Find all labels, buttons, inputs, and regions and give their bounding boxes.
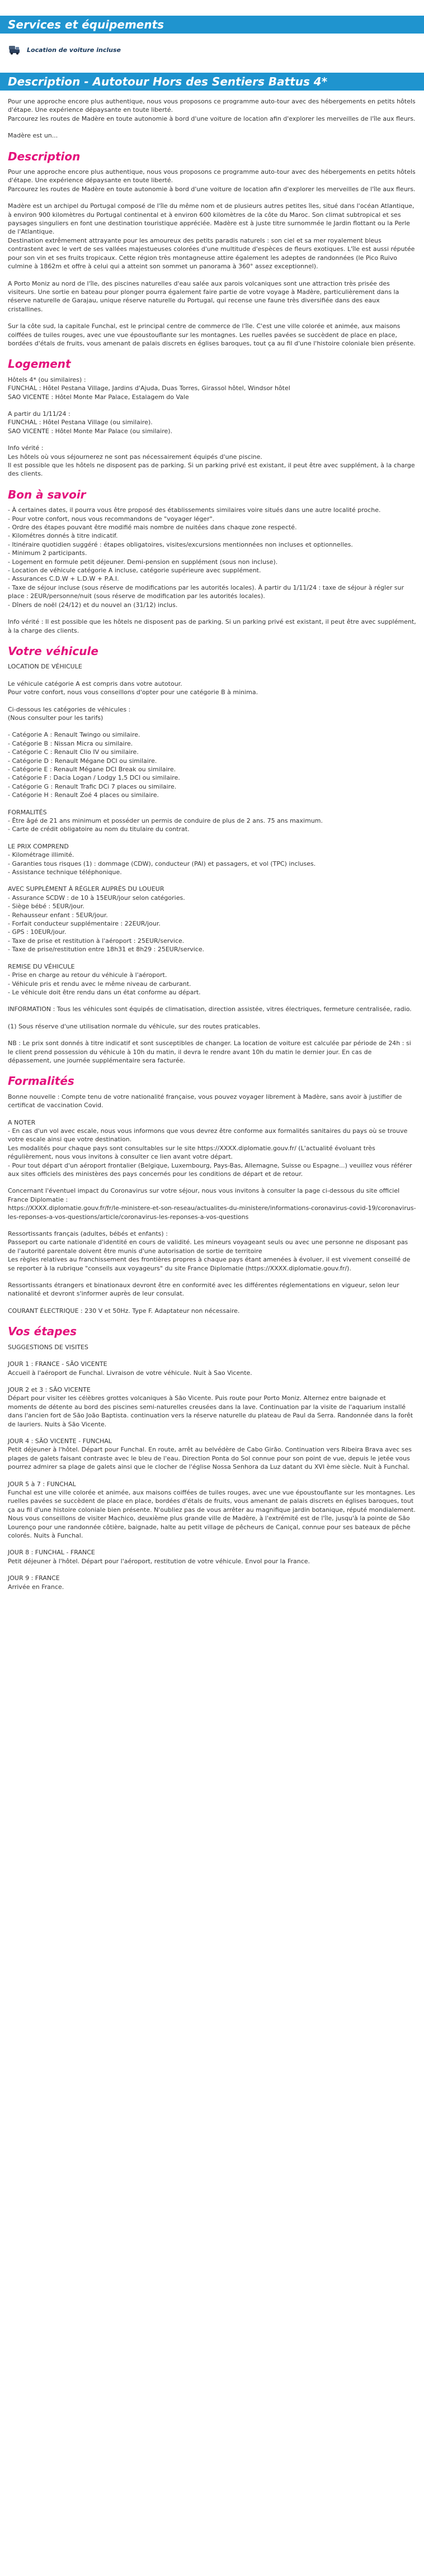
etapes-line: JOUR 9 : FRANCE: [8, 1574, 60, 1582]
vehicule-block: [8, 662, 416, 1065]
bon-savoir-line: - Dîners de noël (24/12) et du nouvel an (31/12) inclus.: [8, 601, 178, 609]
car-rental-icon: [8, 44, 21, 55]
spacer: [8, 1031, 416, 1039]
bon-savoir-line: - Assurances C.D.W + L.D.W + P.A.I.: [8, 575, 119, 583]
vehicule-line: - Prise en charge au retour du véhicule à l'aéroport.: [8, 971, 167, 979]
vehicule-line: INFORMATION : Tous les véhicules sont équipés de climatisation, direction assistée, vitres électriques, fermeture centralisée, radio.: [8, 1005, 412, 1013]
spacer: [8, 1273, 416, 1281]
etapes-line: JOUR 5 à 7 : FUNCHAL: [8, 1480, 76, 1488]
etapes-line: Funchal est une ville colorée et animée, aux maisons coiffées de tuiles rouges, avec une vue époustouflante sur les montagnes. Les ruelles pavées se succèdent de place en place, bordées d'étals de fruits, vous amenant de palais discrets en églises baroques, tout ça au fil d'une histoire coloniale bien présente. N'oubliez pas de vous arrêter au magnifique jardin botanique, réputé mondialement. Nous vous conseillons de visiter Machico, deuxième plus grande ville de Madère, à l'extrémité est de l'île, jusqu'à la pointe de São Lourenço pour une randonnée côtière, baignade, halte au petit village de pêcheurs de Caniçal, connue pour ses bateaux de pêche colorés. Nuits à Funchal.: [8, 1488, 416, 1539]
vehicule-line: Pour votre confort, nous vous conseillons d'opter pour une catégorie B à minima.: [8, 689, 258, 696]
formalites-line: Les règles relatives au franchissement des frontières propres à chaque pays étant amenées à évoluer, il est vivement conseillé de se reporter à la rubrique "conseils aux voyageurs" du site France Diplomatie (https://XXXX.diplomatie.gouv.fr/).: [8, 1256, 411, 1272]
spacer: [8, 609, 416, 618]
formalites-block: [8, 1093, 416, 1316]
page: [0, 16, 424, 1602]
logement-line: Hôtels 4* (ou similaires) :: [8, 376, 86, 383]
description-block: [8, 168, 416, 348]
bon-savoir-line: - Location de véhicule catégorie A incluse, catégorie supérieure avec supplément.: [8, 567, 261, 575]
spacer: [8, 1014, 416, 1022]
vehicule-line: - Siège bébé : 5EUR/jour.: [8, 903, 84, 910]
spacer: [8, 876, 416, 885]
description-paragraph: Madère est un archipel du Portugal composé de l'île du même nom et de plusieurs autres petites îles, situé dans l'océan Atlantique, à environ 900 kilomètres du Portugal continental et à environ 600 kilomètres de la côte du Maroc. Son climat subtropical et ses paysages singuliers en font une destination touristique appréciée. Madère est à juste titre surnommée le Jardin flottant ou la Perle de l'Atlantique.: [8, 202, 414, 236]
vehicule-line: - Être âgé de 21 ans minimum et posséder un permis de conduire de plus de 2 ans. 75 ans maximum.: [8, 817, 323, 824]
vehicule-line: AVEC SUPPLÉMENT À RÉGLER AUPRÈS DU LOUEUR: [8, 885, 164, 893]
description-paragraph: Sur la côte sud, la capitale Funchal, est le principal centre de commerce de l'île. C'est une ville colorée et animée, aux maisons coiffées de tuiles rouges, avec une vue époustouflante sur les montagnes. Les ruelles pavées se succèdent de place en place, bordées d'étals de fruits, vous amenant de palais discrets en églises baroques, tout ça au fil d'une l'histoire coloniale bien présente.: [8, 322, 416, 347]
bon-savoir-line: - Pour votre confort, nous vous recommandons de "voyager léger".: [8, 515, 215, 523]
spacer: [8, 834, 416, 842]
etapes-line: JOUR 2 et 3 : SÃO VICENTE: [8, 1386, 91, 1393]
description-paragraph: Pour une approche encore plus authentique, nous vous proposons ce programme auto-tour avec des hébergements en petits hôtels d'étape. Une expérience dépaysante en toute liberté.: [8, 168, 416, 184]
intro-paragraph: Pour une approche encore plus authentique, nous vous proposons ce programme auto-tour avec des hébergements en petits hôtels d'étape. Une expérience dépaysante en toute liberté.: [8, 98, 416, 114]
vehicule-line: - Kilométrage illimité.: [8, 851, 74, 859]
spacer: [8, 800, 416, 808]
vehicule-line: - Catégorie C : Renault Clio IV ou similaire.: [8, 748, 139, 756]
car-rental-row: [0, 34, 424, 60]
spacer: [8, 722, 416, 730]
description-title: Description: [8, 149, 81, 163]
vehicule-line: - Catégorie A : Renault Twingo ou similaire.: [8, 731, 140, 739]
spacer: [8, 1178, 416, 1187]
vehicule-line: - Catégorie D : Renault Mégane DCI ou similaire.: [8, 757, 157, 765]
spacer: [8, 435, 416, 444]
etapes-line: Petit déjeuner à l'hôtel. Départ pour l'aéroport, restitution de votre véhicule. Envol pour la France.: [8, 1557, 310, 1565]
formalites-line: Passeport ou carte nationale d'identité en cours de validité. Les mineurs voyageant seuls ou avec une personne ne disposant pas de l'autorité parentale doivent être munis d'une autorisation de sortie de territoire: [8, 1239, 408, 1255]
vehicule-line: FORMALITÉS: [8, 808, 47, 816]
formalites-line: Bonne nouvelle : Compte tenu de votre nationalité française, vous pouvez voyager librement à Madère, sans avoir à justifier de certificat de vaccination Covid.: [8, 1093, 402, 1109]
etapes-line: Départ pour visiter les célèbres grottes volcaniques à São Vicente. Puis route pour Porto Moniz. Alternez entre baignade et moments de détente au bord des piscines semi-naturelles creusées dans la lave. Continuation par la visite de l'aquarium installé dans l'ancien fort de São João Baptista. continuation vers la réserve naturelle du plateau de Paul da Serra. Randonnée dans la forêt de lauriers. Nuits à São Vicente.: [8, 1394, 413, 1428]
vehicule-line: (1) Sous réserve d'une utilisation normale du véhicule, sur des routes praticables.: [8, 1022, 261, 1030]
spacer: [8, 1429, 416, 1437]
vehicule-line: - Véhicule pris et rendu avec le même niveau de carburant.: [8, 980, 191, 988]
vehicule-line: (Nous consulter pour les tarifs): [8, 714, 103, 722]
spacer: [8, 401, 416, 410]
logement-line: Les hôtels où vous séjournerez ne sont pas nécessairement équipés d'une piscine.: [8, 453, 262, 461]
spacer: [8, 997, 416, 1005]
spacer: [8, 1377, 416, 1386]
vehicule-line: NB : Le prix sont donnés à titre indicatif et sont susceptibles de changer. La location de voiture est calculée par période de 24h : si le client prend possession du véhicule à 10h du matin, il devra le rendre avant 10h du matin le dernier jour. En cas de dépassement, une journée supplémentaire sera facturée.: [8, 1040, 411, 1064]
etapes-line: JOUR 4 : SÃO VICENTE - FUNCHAL: [8, 1437, 112, 1445]
logement-line: Il est possible que les hôtels ne disposent pas de parking. Si un parking privé est existant, il peut être avec supplément, à la charge des clients.: [8, 462, 415, 478]
vehicule-line: - GPS : 10EUR/jour.: [8, 928, 67, 936]
formalites-line: Concernant l'éventuel impact du Coronavirus sur votre séjour, nous vous invitons à consulter la page ci-dessous du site officiel France Diplomatie :: [8, 1187, 400, 1203]
vehicule-line: - Forfait conducteur supplémentaire : 22EUR/jour.: [8, 920, 161, 928]
logement-line: SAO VICENTE : Hôtel Monte Mar Palace, Estalagem do Vale: [8, 393, 189, 401]
formalites-line: - En cas d'un vol avec escale, nous vous informons que vous devrez être conforme aux formalités sanitaires du pays où se trouve votre escale ainsi que votre destination.: [8, 1127, 408, 1144]
spacer: [8, 1472, 416, 1480]
formalites-line: Les modalités pour chaque pays sont consultables sur le site https://XXXX.diplomatie.gouv.fr/ (L'actualité évoluant très régulièrement, nous vous invitons à consulter ce lien avant votre départ.: [8, 1144, 375, 1161]
vehicule-line: - Taxe de prise/restitution entre 18h31 et 8h29 : 25EUR/service.: [8, 946, 205, 953]
formalites-line: https://XXXX.diplomatie.gouv.fr/fr/le-ministere-et-son-reseau/actualites-du-ministere/informations-coronavirus-covid-19/coronavirus-les-reponses-a-vos-questions/article/coronavirus-les-reponses-a-vos-questions: [8, 1204, 416, 1221]
intro-paragraph: Madère est un...: [8, 132, 58, 140]
formalites-title: Formalités: [8, 1074, 74, 1088]
spacer: [8, 193, 416, 202]
description-paragraph: Parcourez les routes de Madère en toute autonomie à bord d'une voiture de location afin d'explorer les merveilles de l'île aux fleurs.: [8, 185, 416, 193]
bon-savoir-line: - Taxe de séjour incluse (sous réserve de modifications par les autorités locales). À partir du 1/11/24 : taxe de séjour à régler sur place : 2EUR/personne/nuit (sous réserve de modification par les autorités locales).: [8, 583, 404, 600]
intro-block: [8, 97, 416, 140]
etapes-line: SUGGESTIONS DE VISITES: [8, 1343, 88, 1351]
etapes-line: Arrivée en France.: [8, 1583, 64, 1591]
vehicule-line: - Catégorie E : Renault Mégane DCI Break ou similaire.: [8, 765, 176, 773]
spacer: [8, 1221, 416, 1230]
vehicule-line: - Catégorie F : Dacia Logan / Lodgy 1,5 DCI ou similaire.: [8, 774, 180, 782]
logement-line: FUNCHAL : Hôtel Pestana Village (ou similaire).: [8, 419, 153, 426]
etapes-block: [8, 1343, 416, 1591]
bon-savoir-title: Bon à savoir: [8, 487, 86, 501]
etapes-line: Accueil à l'aéroport de Funchal. Livraison de votre véhicule. Nuit à Sao Vicente.: [8, 1369, 252, 1377]
logement-line: A partir du 1/11/24 :: [8, 410, 70, 418]
spacer: [8, 271, 416, 279]
vehicule-line: LE PRIX COMPREND: [8, 842, 69, 850]
etapes-line: JOUR 1 : FRANCE - SÃO VICENTE: [8, 1360, 107, 1368]
spacer: [8, 123, 416, 131]
spacer: [8, 697, 416, 705]
services-heading: Services et équipements: [0, 16, 424, 34]
etapes-title: Vos étapes: [8, 1325, 77, 1339]
content: [0, 97, 424, 1591]
formalites-line: COURANT ÉLECTRIQUE : 230 V et 50Hz. Type F. Adaptateur non nécessaire.: [8, 1307, 240, 1315]
intro-paragraph: Parcourez les routes de Madère en toute autonomie à bord d'une voiture de location afin d'explorer les merveilles de l'île aux fleurs.: [8, 115, 416, 122]
bon-savoir-block: [8, 506, 416, 635]
spacer: [8, 1565, 416, 1574]
spacer: [8, 314, 416, 322]
vehicule-line: - Catégorie H : Renault Zoé 4 places ou similaire.: [8, 791, 159, 799]
description-paragraph: A Porto Moniz au nord de l'île, des piscines naturelles d'eau salée aux parois volcaniques sont une attraction très prisée des visiteurs. Une sortie en bateau pour plonger pourra également faire partie de votre voyage à Madère, particulièrement dans la réserve naturelle de Garajau, unique réserve naturelle du Portugal, qui recense une faune très diversifiée dans des eaux cristallines.: [8, 279, 399, 313]
bon-savoir-line: - Ordre des étapes pouvant être modifié mais nombre de nuitées dans chaque zone respecté.: [8, 524, 297, 532]
vehicule-line: - Catégorie G : Renault Trafic DCi 7 places ou similaire.: [8, 782, 177, 790]
etapes-line: Petit déjeuner à l'hôtel. Départ pour Funchal. En route, arrêt au belvédère de Cabo Girão. Continuation vers Ribeira Brava avec ses plages de galets faisant contraste avec le bleu de l'eau. Direction Ponta do Sol connue pour son point de vue, depuis le jetée vous pourrez admirer sa plage de galets ainsi que le clocher de l'église Nossa Senhora da Luz datant du XVI ème siècle. Nuit à Funchal.: [8, 1446, 412, 1471]
vehicule-line: REMISE DU VÉHICULE: [8, 962, 75, 970]
car-rental-label: Location de voiture incluse: [27, 46, 121, 54]
vehicule-line: Ci-dessous les catégories de véhicules :: [8, 705, 131, 713]
description-band: Description - Autotour Hors des Sentiers Battus 4*: [0, 73, 424, 91]
logement-block: [8, 376, 416, 478]
vehicule-line: - Catégorie B : Nissan Micra ou similaire.: [8, 739, 133, 747]
spacer: [8, 1298, 416, 1307]
vehicule-line: - Carte de crédit obligatoire au nom du titulaire du contrat.: [8, 826, 190, 833]
spacer: [8, 1351, 416, 1360]
formalites-line: - Pour tout départ d'un aéroport frontalier (Belgique, Luxembourg, Pays-Bas, Allemagne, Suisse ou Espagne...) veuillez vous référer aux sites officiels des ministères des pays concernés pour les conditions de départ et de retour.: [8, 1161, 412, 1178]
vehicule-line: - Garanties tous risques (1) : dommage (CDW), conducteur (PAI) et passagers, et vol (TPC) incluses.: [8, 860, 316, 867]
bon-savoir-line: - À certaines dates, il pourra vous être proposé des établissements similaires voire situés dans une autre localité proche.: [8, 506, 381, 514]
bon-savoir-line: - Minimum 2 participants.: [8, 549, 87, 557]
vehicule-line: - Assistance technique téléphonique.: [8, 869, 122, 876]
vehicule-line: LOCATION DE VÉHICULE: [8, 663, 82, 671]
description-paragraph: Destination extrêmement attrayante pour les amoureux des petits paradis naturels : son ciel et sa mer royalement bleus contrastent avec le vert de ses vallées majestueuses colorées d'une multitude d'espèces de fleurs exotiques. L'île est aussi réputée pour son vin et ses fruits tropicaux. Cette région très montagneuse attire également les adeptes de randonnées (le Pico Ruivo culmine à 1862m et offre à celui qui a atteint son sommet un panorama à 360° assez exceptionnel).: [8, 236, 415, 271]
vehicule-line: - Taxe de prise et restitution à l'aéroport : 25EUR/service.: [8, 937, 185, 945]
logement-line: SAO VICENTE : Hôtel Monte Mar Palace (ou similaire).: [8, 427, 173, 435]
bon-savoir-line: - Logement en formule petit déjeuner. Demi-pension en supplément (sous non incluse).: [8, 558, 278, 566]
vehicule-line: - Le véhicule doit être rendu dans un état conforme au départ.: [8, 988, 201, 996]
vehicule-line: - Assurance SCDW : de 10 à 15EUR/jour selon catégories.: [8, 894, 185, 902]
spacer: [8, 1110, 416, 1118]
bon-savoir-line: - Kilométres donnés à titre indicatif.: [8, 532, 118, 540]
etapes-line: JOUR 8 : FUNCHAL - FRANCE: [8, 1549, 95, 1557]
spacer: [8, 954, 416, 962]
logement-line: Info vérité :: [8, 444, 44, 452]
bon-savoir-line: Info vérité : Il est possible que les hôtels ne disposent pas de parking. Si un parking privé est existant, il peut être avec supplément, à la charge des clients.: [8, 618, 416, 634]
formalites-line: Ressortissants français (adultes, bébés et enfants) :: [8, 1230, 168, 1238]
spacer: [8, 671, 416, 680]
vehicule-title: Votre véhicule: [8, 644, 98, 658]
vehicule-line: - Rehausseur enfant : 5EUR/jour.: [8, 911, 108, 919]
spacer: [8, 1540, 416, 1548]
formalites-line: A NOTER: [8, 1118, 36, 1126]
logement-title: Logement: [8, 357, 71, 371]
vehicule-line: Le véhicule catégorie A est compris dans votre autotour.: [8, 680, 182, 687]
logement-line: FUNCHAL : Hôtel Pestana Village, Jardins d'Ajuda, Duas Torres, Girassol hôtel, Windsor hôtel: [8, 385, 290, 392]
formalites-line: Ressortissants étrangers et binationaux devront être en conformité avec les différentes réglementations en vigueur, selon leur nationalité et devront s'informer auprès de leur consulat.: [8, 1282, 399, 1298]
bon-savoir-line: - Itinéraire quotidien suggéré : étapes obligatoires, visites/excursions mentionnées non incluses et optionnelles.: [8, 540, 353, 548]
